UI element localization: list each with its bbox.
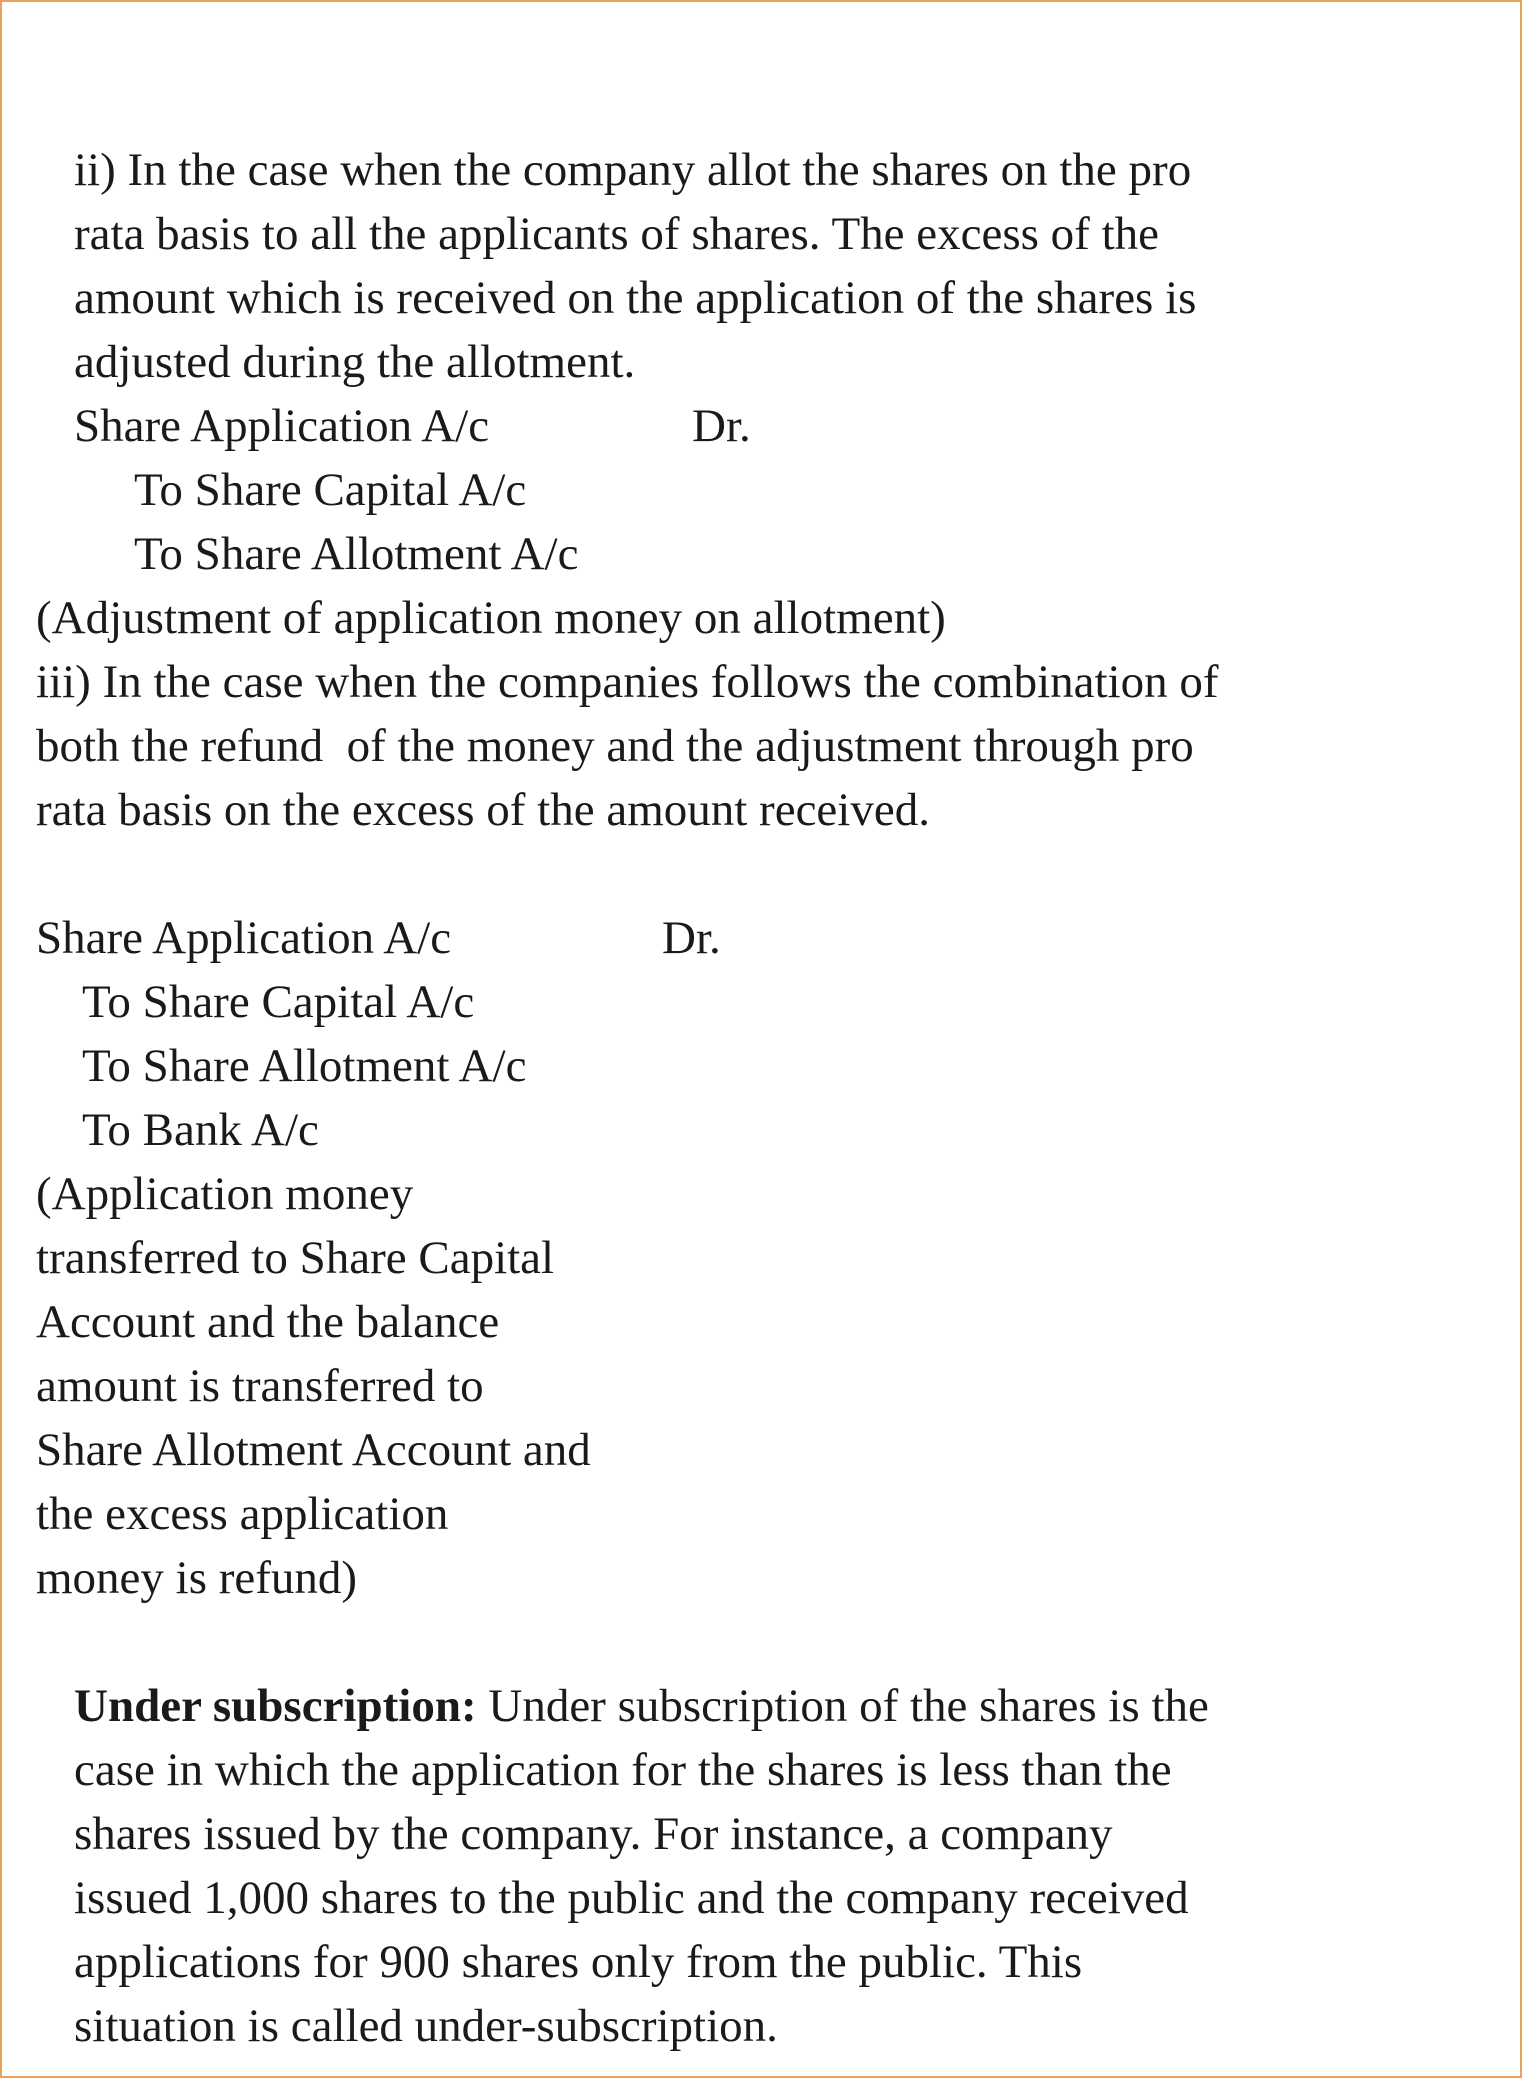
under-subscription-line-4: issued 1,000 shares to the public and the company received [74, 1872, 1189, 1924]
section-iii-narration-line-7: money is refund) [36, 1552, 358, 1604]
under-subscription-line-5: applications for 900 shares only from the public. This [74, 1936, 1083, 1988]
section-ii-narration: (Adjustment of application money on allotment) [36, 592, 946, 644]
section-iii-credit-1: To Share Capital A/c [82, 976, 475, 1028]
section-iii-entry-dr: Dr. [662, 912, 721, 964]
section-ii-entry-debit: Share Application A/c [74, 400, 490, 452]
under-subscription-term: Under subscription: [74, 1680, 477, 1732]
document-text [2, 2, 1520, 2076]
under-subscription-line-2: case in which the application for the shares is less than the [74, 1744, 1172, 1796]
section-iii-credit-2: To Share Allotment A/c [82, 1040, 527, 1092]
section-ii-line-4: adjusted during the allotment. [74, 336, 636, 388]
section-ii-line-2: rata basis to all the applicants of shares. The excess of the [74, 208, 1159, 260]
section-iii-narration-line-4: amount is transferred to [36, 1360, 484, 1412]
section-iii-narration-line-3: Account and the balance [36, 1296, 500, 1348]
section-iii-narration-line-5: Share Allotment Account and [36, 1424, 591, 1476]
section-iii-line-3: rata basis on the excess of the amount received. [36, 784, 930, 836]
section-iii-narration-line-6: the excess application [36, 1488, 449, 1540]
under-subscription-line-3: shares issued by the company. For instance, a company [74, 1808, 1113, 1860]
under-subscription-line-1 [74, 1674, 1209, 1738]
section-iii-narration-line-1: (Application money [36, 1168, 414, 1220]
section-ii-entry-dr: Dr. [692, 400, 751, 452]
section-iii-line-1: iii) In the case when the companies follows the combination of [36, 656, 1219, 708]
section-iii-narration-line-2: transferred to Share Capital [36, 1232, 555, 1284]
under-subscription-line-6: situation is called under-subscription. [74, 2000, 778, 2052]
section-iii-credit-3: To Bank A/c [82, 1104, 319, 1156]
section-iii-line-2: both the refund of the money and the adjustment through pro [36, 720, 1194, 772]
section-iii-entry-debit: Share Application A/c [36, 912, 452, 964]
section-ii-line-1: ii) In the case when the company allot the shares on the pro [74, 144, 1192, 196]
section-ii-credit-2: To Share Allotment A/c [134, 528, 579, 580]
section-ii-line-3: amount which is received on the application of the shares is [74, 272, 1197, 324]
section-ii-credit-1: To Share Capital A/c [134, 464, 527, 516]
under-subscription-first-line-rest: Under subscription of the shares is the [476, 1680, 1209, 1732]
